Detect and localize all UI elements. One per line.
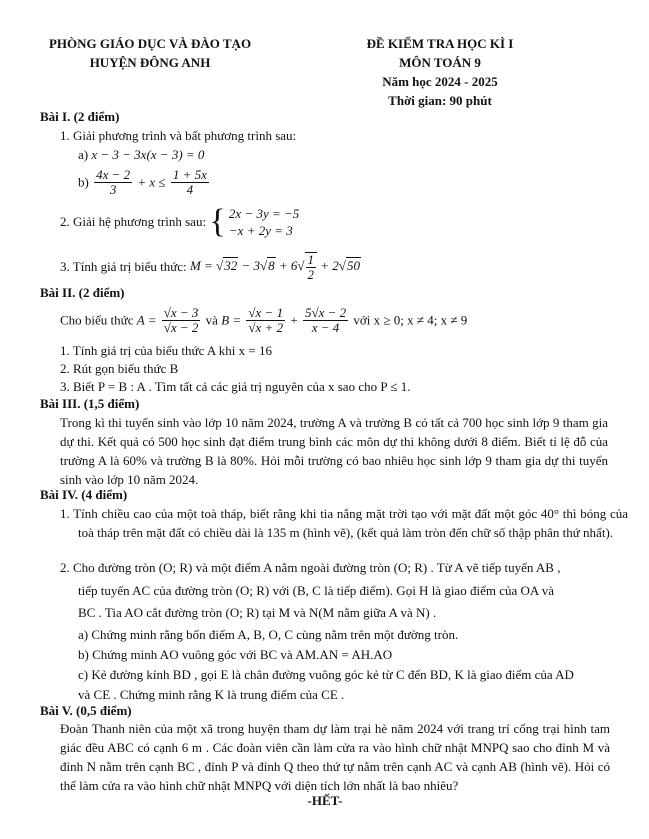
exam-subject: MÔN TOÁN 9 (399, 55, 481, 70)
bai1-q3 (60, 252, 361, 282)
bai2-q2: 2. Rút gọn biểu thức B (60, 361, 179, 376)
fraction-numerator: 1 + 5x (172, 167, 207, 182)
bai4-q2a: a) Chứng minh rằng bốn điểm A, B, O, C cùng nằm trên một đường tròn. (78, 627, 459, 642)
bai4-q2-line1: 2. Cho đường tròn (O; R) và một điểm A nằm ngoài đường tròn (O; R) . Từ A vẽ tiếp tuyến AB , (60, 560, 561, 575)
bai1-title: Bài I. (2 điểm) (40, 109, 120, 124)
bai1-q1a-expr: x − 3 − 3x(x − 3) = 0 (91, 147, 205, 162)
fraction-numerator: 4x − 2 (96, 167, 131, 182)
bai4-title: Bài IV. (4 điểm) (40, 487, 128, 502)
exam-year: Năm học 2024 - 2025 (382, 74, 498, 89)
bai2-intro: Cho biểu thức (60, 312, 134, 328)
bai2-expressions (60, 306, 467, 335)
bai2-plus: + (290, 312, 298, 328)
bai5-title: Bài V. (0,5 điểm) (40, 703, 132, 718)
bai2-B-fraction-2: $\frac{5√x - 2}{x - 4}$ (304, 305, 347, 335)
bai2-q3: 3. Biết P = B : A . Tìm tất cả các giá trị nguyên của x sao cho P ≤ 1. (60, 379, 411, 394)
bai2-title: Bài II. (2 điểm) (40, 285, 125, 300)
bai2-A-lhs: A = (136, 312, 157, 328)
bai2-q1: 1. Tính giá trị của biểu thức A khi x = 16 (60, 343, 272, 358)
exam-title: ĐỀ KIỂM TRA HỌC KÌ I (366, 36, 514, 51)
exam-duration: Thời gian: 90 phút (388, 93, 492, 108)
bai1-q2-eq2: −x + 2y = 3 (228, 223, 293, 238)
school-department: PHÒNG GIÁO DỤC VÀ ĐÀO TẠO (48, 36, 252, 51)
bai1-q3-text: 3. Tính giá trị biểu thức: (60, 259, 187, 274)
bai1-q2-text: 2. Giải hệ phương trình sau: (60, 214, 207, 229)
bai1-q1b-fraction-1 (94, 168, 132, 197)
bai2-B-lhs: B = (221, 312, 242, 328)
end-marker: -HẾT- (307, 793, 343, 808)
fraction-denominator: 3 (109, 182, 117, 197)
bai2-and: và (205, 312, 218, 328)
bai4-q2-line2: tiếp tuyến AC của đường tròn (O; R) với (B, C là tiếp điểm). Gọi H là giao điểm của OA và (78, 583, 555, 598)
bai5-text: Đoàn Thanh niên của một xã trong huyện tham dự làm trại hè năm 2024 với trang trí cổng trại hình tam giác đều ABC có cạnh 6 m . Các đoàn viên cần làm cửa ra vào hình chữ nhật MNPQ sao cho đỉnh M và đỉnh N nằm trên cạnh BC , đỉnh P và đỉnh Q theo thứ tự nằm trên cạnh AC và cạnh AB (hình vẽ). Hỏi có thể làm cửa ra vào hình chữ nhật MNPQ với diện tích lớn nhất là bao nhiêu? (60, 721, 610, 793)
school-district: HUYỆN ĐÔNG ANH (89, 55, 211, 70)
bai1-q1b-fraction-2 (171, 168, 209, 197)
bai2-condition: với x ≥ 0; x ≠ 4; x ≠ 9 (353, 312, 468, 328)
bai1-q1a-label: a) (78, 147, 89, 162)
bai1-q1: 1. Giải phương trình và bất phương trình sau: (60, 128, 297, 143)
bai3-title: Bài III. (1,5 điểm) (40, 396, 140, 411)
bai1-q3-expr: M = √32 − 3√8 + 6√ $\frac{1}{2}$ + 2√50 (189, 252, 360, 282)
bai3-text: Trong kì thi tuyển sinh vào lớp 10 năm 2024, trường A và trường B có tất cả 700 học sinh lớp 9 tham gia dự thi. Kết quả có 500 học sinh đạt điểm trung bình các môn dự thi không dưới 8 điểm. Biết tỉ lệ đỗ của trường A là 60% và trường B là 80%. Hỏi mỗi trường có bao nhiêu học sinh lớp 9 tham gia dự thi tuyển sinh vào lớp 10 năm 2024. (60, 415, 608, 487)
bai4-q2c-line1: c) Kẻ đường kính BD , gọi E là chân đường vuông góc kẻ từ C đến BD, K là giao điểm của AD (78, 667, 574, 682)
bai1-q2-eq1: 2x − 3y = −5 (228, 206, 300, 221)
system-brace-icon: { (209, 203, 226, 240)
bai4-q1: 1. Tính chiều cao của một toà tháp, biết rằng khi tia nắng mặt trời tạo với mặt đất một góc 40° thì bóng của toà tháp trên mặt đất có chiều dài là 135 m (hình vẽ), (kết quả làm tròn đến chữ số thập phân thứ nhất). (60, 506, 628, 540)
bai4-q2-line3: BC . Tia AO cắt đường tròn (O; R) tại M và N(M nằm giữa A và N) . (78, 605, 437, 620)
bai2-B-fraction-1: $\frac{√x - 1}{√x + 2}$ (248, 305, 284, 335)
bai1-q1b (78, 168, 211, 197)
fraction-denominator: 4 (186, 182, 194, 197)
bai1-q1a (78, 147, 204, 163)
bai1-q1b-label: b) (78, 174, 89, 190)
bai4-q2c-line2: và CE . Chứng minh rằng K là trung điểm của CE . (78, 687, 345, 702)
bai4-q2b: b) Chứng minh AO vuông góc với BC và AM.AN = AH.AO (78, 647, 393, 662)
bai1-q2 (60, 205, 299, 239)
bai1-q1b-mid: + x ≤ (137, 174, 166, 190)
bai2-A-fraction: $\frac{√x - 3}{√x - 2}$ (163, 305, 199, 335)
